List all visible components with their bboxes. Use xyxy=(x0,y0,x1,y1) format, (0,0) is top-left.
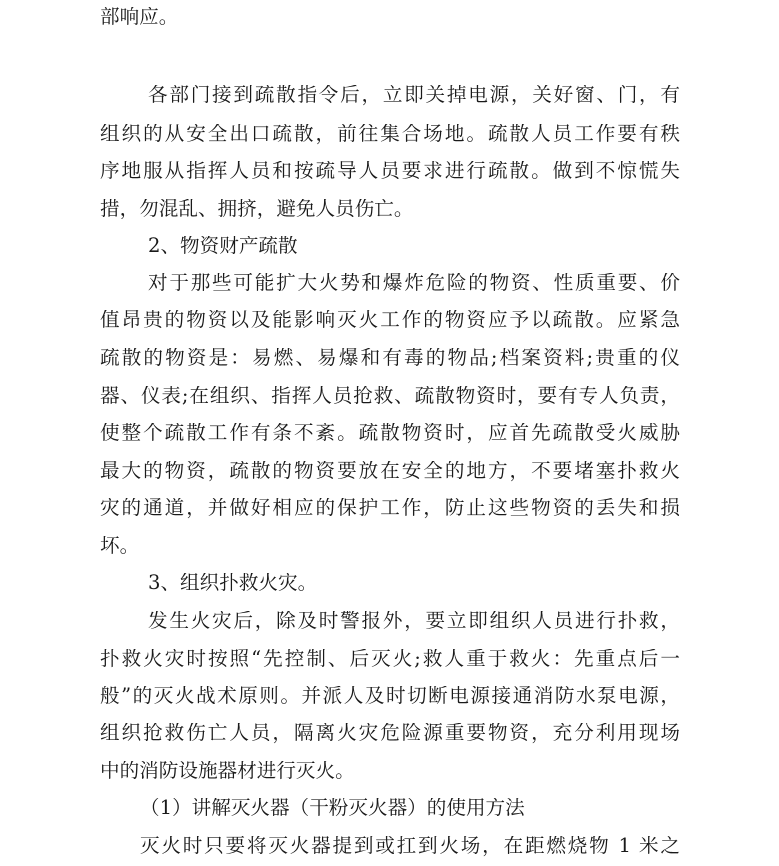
paragraph-line: 坏。 xyxy=(100,536,140,556)
subsection-heading: （1）讲解灭火器（干粉灭火器）的使用方法 xyxy=(140,798,525,818)
paragraph-line: 各部门接到疏散指令后，立即关掉电源，关好窗、门，有 xyxy=(148,85,680,106)
paragraph-line: 序地服从指挥人员和按疏导人员要求进行疏散。做到不惊慌失 xyxy=(100,161,680,182)
paragraph-line: 扑救火灾时按照“先控制、后灭火;救人重于救火：先重点后一 xyxy=(100,649,680,670)
paragraph-line: 疏散的物资是：易燃、易爆和有毒的物品;档案资料;贵重的仪 xyxy=(100,348,680,369)
paragraph-line: 最大的物资，疏散的物资要放在安全的地方，不要堵塞扑救火 xyxy=(100,461,680,482)
paragraph-line: 组织抢救伤亡人员，隔离火灾危险源重要物资，充分利用现场 xyxy=(100,723,680,744)
paragraph-line: 值昂贵的物资以及能影响灭火工作的物资应予以疏散。应紧急 xyxy=(100,310,680,331)
paragraph-line: 组织的从安全出口疏散，前往集合场地。疏散人员工作要有秩 xyxy=(100,124,680,145)
text-line: 部响应。 xyxy=(100,7,179,27)
paragraph-line: 灾的通道，并做好相应的保护工作，防止这些物资的丢失和损 xyxy=(100,498,680,519)
paragraph-line: 般”的灭火战术原则。并派人及时切断电源接通消防水泵电源， xyxy=(100,686,680,707)
paragraph-line: 中的消防设施器材进行灭火。 xyxy=(100,761,355,781)
paragraph-line: 灭火时只要将灭火器提到或扛到火场，在距燃烧物 1 米之 xyxy=(140,836,680,857)
paragraph-line: 对于那些可能扩大火势和爆炸危险的物资、性质重要、价 xyxy=(148,273,680,294)
paragraph-line: 使整个疏散工作有条不紊。疏散物资时，应首先疏散受火威胁 xyxy=(100,423,680,444)
paragraph-line: 器、仪表;在组织、指挥人员抢救、疏散物资时，要有专人负责， xyxy=(100,386,680,407)
section-heading: 2、物资财产疏散 xyxy=(148,236,298,256)
section-heading: 3、组织扑救火灾。 xyxy=(148,573,318,593)
paragraph-line: 发生火灾后，除及时警报外，要立即组织人员进行扑救， xyxy=(148,611,680,632)
paragraph-line: 措，勿混乱、拥挤，避免人员伤亡。 xyxy=(100,199,414,219)
